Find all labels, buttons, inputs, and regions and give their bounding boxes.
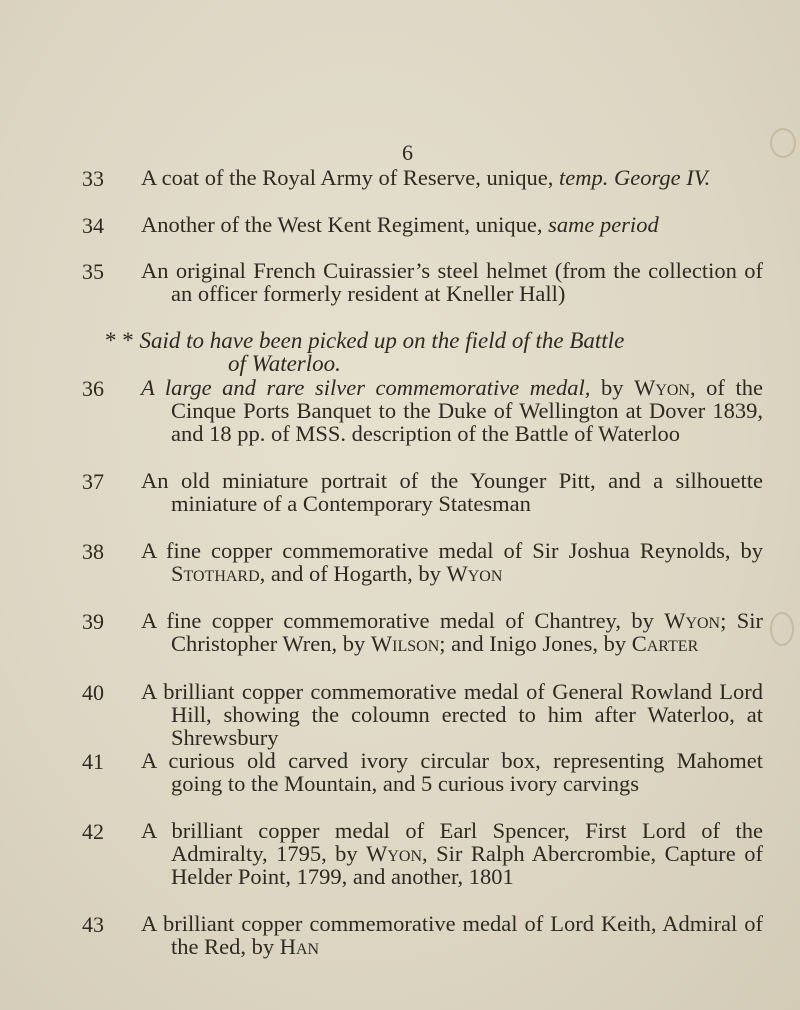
description-text: temp. George IV. bbox=[559, 165, 711, 190]
description-text: A brilliant copper commemorative medal of General Rowland Lord Hill, showing the coloumn erected to him after Waterloo, at Shrewsbury bbox=[141, 679, 763, 750]
description-text: Wilson bbox=[370, 631, 440, 656]
lot-number: 40 bbox=[82, 680, 104, 705]
lot-description bbox=[141, 749, 763, 795]
lot-number: 39 bbox=[82, 609, 104, 634]
description-text: , Sir Ralph Abercrombie, Capture of Helder Point, 1799, and another, 1801 bbox=[171, 841, 763, 889]
lot-description bbox=[141, 912, 763, 958]
lot-number: 41 bbox=[82, 749, 104, 774]
description-text: Wyon bbox=[634, 375, 690, 400]
note-line-1 bbox=[105, 329, 725, 352]
description-text: A coat of the Royal Army of Reserve, unique, bbox=[141, 165, 560, 190]
description-text: Wyon bbox=[446, 561, 503, 586]
description-text: A brilliant copper commemorative medal of Lord Keith, Admiral of the Red, by bbox=[141, 911, 763, 959]
description-text: , and of Hogarth, by bbox=[259, 561, 447, 586]
description-text: , of the Cinque Ports Banquet to the Duke of Wellington at Dover 1839, and 18 pp. of MSS. description of the Battle of Waterloo bbox=[171, 375, 763, 446]
description-text: Carter bbox=[631, 631, 699, 656]
lot-description bbox=[141, 259, 763, 305]
description-text: Wyon bbox=[664, 608, 721, 633]
description-text: ; Sir Christopher Wren, by bbox=[171, 608, 763, 656]
lot-description bbox=[141, 609, 763, 655]
paper-stain-middle bbox=[770, 612, 794, 646]
lot-description bbox=[141, 469, 763, 515]
lot-number: 34 bbox=[82, 213, 104, 238]
lot-number: 36 bbox=[82, 376, 104, 401]
lot-number: 43 bbox=[82, 912, 104, 937]
description-text: An original French Cuirassier’s steel helmet (from the collection of an officer formerly resident at Kneller Hall) bbox=[141, 258, 763, 306]
description-text: Han bbox=[279, 934, 320, 959]
description-text: Wyon bbox=[366, 841, 423, 866]
note-text: Said to have been picked up on the field of the Battle bbox=[139, 328, 625, 353]
description-text: A fine copper commemorative medal of Chantrey, by bbox=[141, 608, 665, 633]
description-text: A fine copper commemorative medal of Sir Joshua Reynolds, by bbox=[141, 538, 763, 563]
note-line-2: of Waterloo. bbox=[228, 351, 341, 376]
page-number: 6 bbox=[402, 140, 413, 165]
description-text: Another of the West Kent Regiment, unique, bbox=[141, 212, 549, 237]
description-text: same period bbox=[548, 212, 659, 237]
description-text: Stothard bbox=[171, 561, 260, 586]
lot-description bbox=[141, 819, 763, 888]
description-text: An old miniature portrait of the Younger Pitt, and a silhouette miniature of a Contemporary Statesman bbox=[141, 468, 763, 516]
lot-description bbox=[141, 376, 763, 445]
lot-number: 42 bbox=[82, 819, 104, 844]
waterloo-note bbox=[105, 329, 725, 375]
lot-description bbox=[141, 539, 763, 585]
lot-description bbox=[141, 680, 763, 749]
description-text: A curious old carved ivory circular box, representing Mahomet going to the Mountain, and 5 curious ivory carvings bbox=[141, 748, 763, 796]
lot-number: 38 bbox=[82, 539, 104, 564]
lot-number: 35 bbox=[82, 259, 104, 284]
lot-number: 37 bbox=[82, 469, 104, 494]
description-text: ; and Inigo Jones, by bbox=[439, 631, 632, 656]
lot-description bbox=[141, 166, 763, 189]
paper-stain-top bbox=[770, 128, 796, 158]
description-text: by bbox=[590, 375, 635, 400]
note-marker: * * bbox=[105, 328, 134, 353]
lot-description bbox=[141, 213, 763, 236]
description-text: A large and rare silver commemorative medal, bbox=[141, 375, 591, 400]
lot-number: 33 bbox=[82, 166, 104, 191]
description-text: A brilliant copper medal of Earl Spencer, First Lord of the Admiralty, 1795, by bbox=[141, 818, 763, 866]
